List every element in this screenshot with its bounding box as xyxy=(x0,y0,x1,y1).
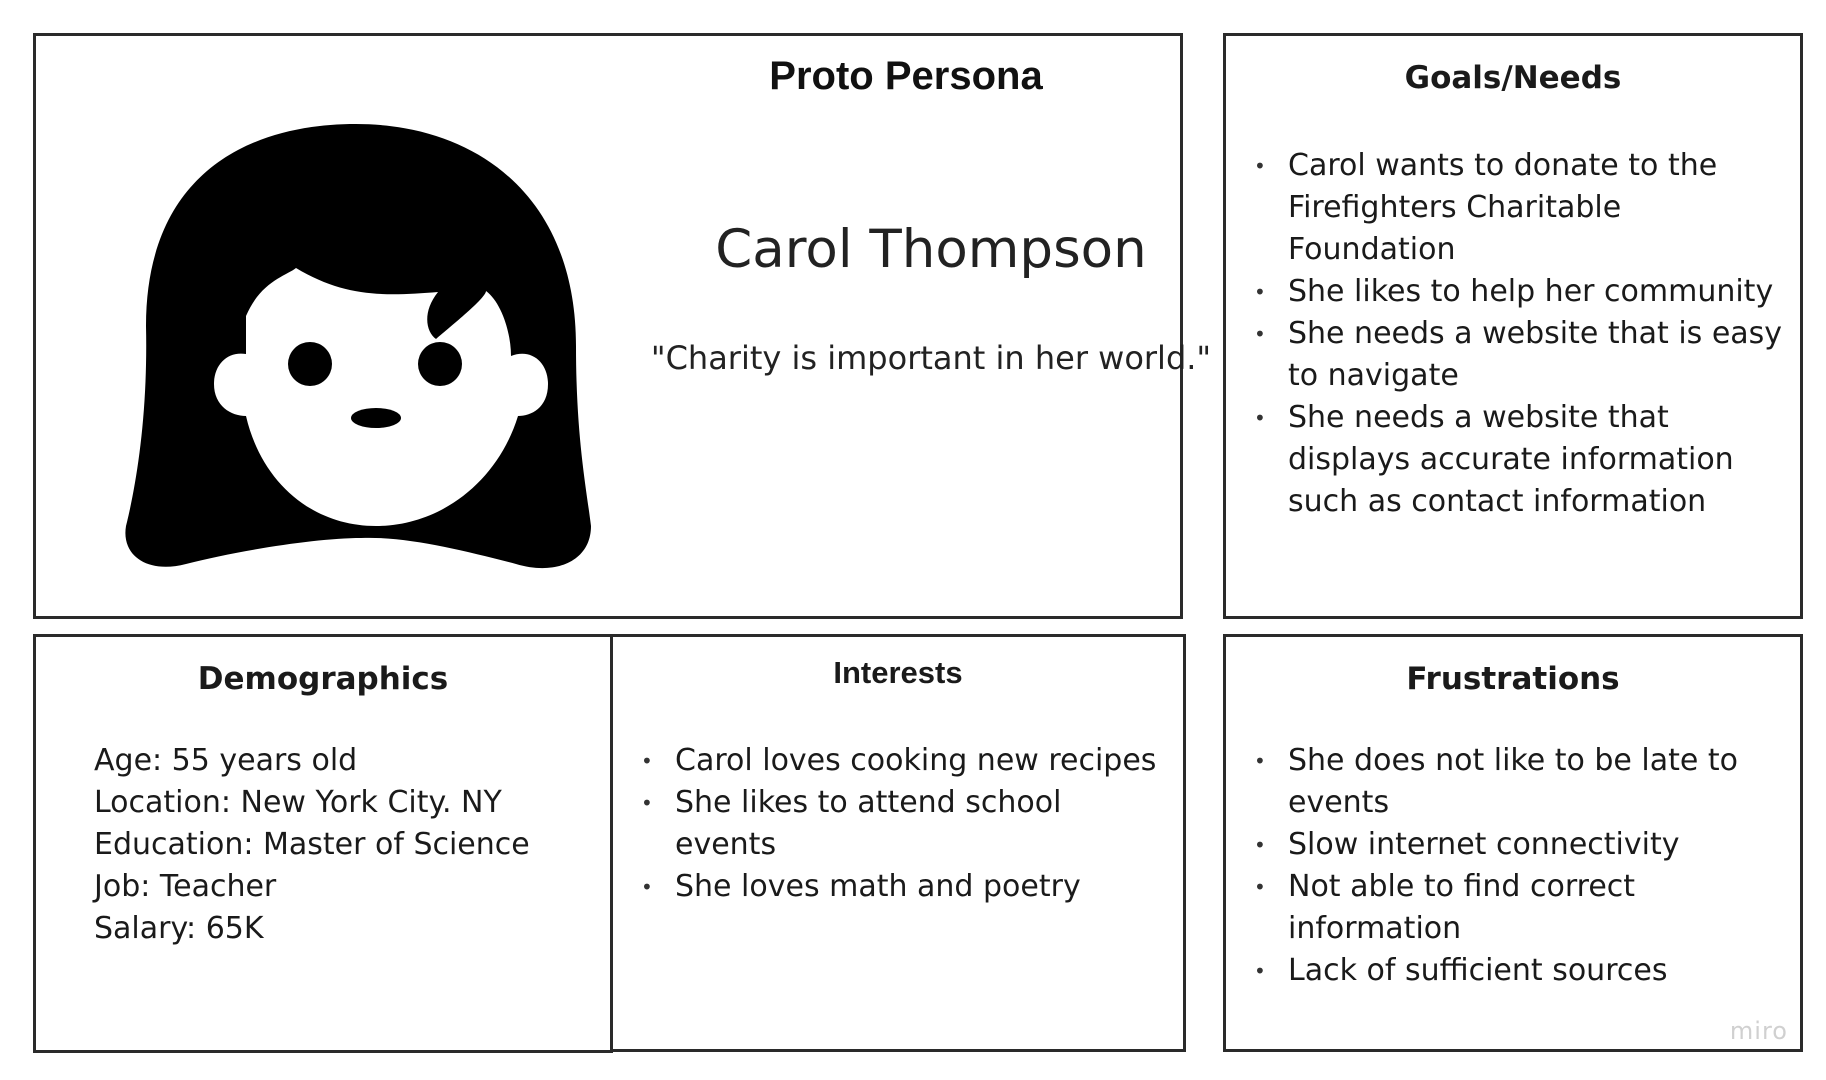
list-item: • Carol loves cooking new recipes xyxy=(641,740,1171,782)
goals-needs-heading: Goals/Needs xyxy=(1404,60,1622,96)
list-item: • She does not like to be late to events xyxy=(1254,740,1799,824)
miro-watermark: miro xyxy=(1729,1017,1788,1045)
demographic-age: Age: 55 years old xyxy=(94,743,358,778)
frustrations-heading: Frustrations xyxy=(1406,661,1620,697)
demographics-heading: Demographics xyxy=(197,661,449,697)
demographic-location: Location: New York City. NY xyxy=(94,785,502,820)
interests-list xyxy=(641,740,1171,908)
frustrations-card xyxy=(1223,634,1803,1052)
demographics-list xyxy=(94,740,530,950)
persona-quote: "Charity is important in her world." xyxy=(650,339,1212,377)
demographic-salary: Salary: 65K xyxy=(94,911,264,946)
list-item: • Carol wants to donate to the Firefighters Charitable Foundation xyxy=(1254,145,1794,271)
page-title: Proto Persona xyxy=(769,54,1043,98)
list-item: • She needs a website that displays accurate information such as contact information xyxy=(1254,397,1794,523)
goals-needs-card xyxy=(1223,33,1803,619)
demographic-job: Job: Teacher xyxy=(94,869,277,904)
list-item: • She needs a website that is easy to navigate xyxy=(1254,313,1794,397)
list-item: • Lack of sufficient sources xyxy=(1254,950,1799,992)
list-item: • She likes to attend school events xyxy=(641,782,1171,866)
list-item: • Not able to find correct information xyxy=(1254,866,1799,950)
persona-card xyxy=(33,33,1212,619)
list-item: • She likes to help her community xyxy=(1254,271,1794,313)
list-item: • Slow internet connectivity xyxy=(1254,824,1799,866)
interests-heading: Interests xyxy=(833,655,963,690)
demographic-education: Education: Master of Science xyxy=(94,827,530,862)
woman-avatar-icon xyxy=(86,86,596,586)
demographics-card xyxy=(33,634,613,1053)
persona-name: Carol Thompson xyxy=(715,219,1147,280)
list-item: • She loves math and poetry xyxy=(641,866,1171,908)
goals-list xyxy=(1254,145,1794,523)
interests-card xyxy=(610,634,1186,1052)
frustrations-list xyxy=(1254,740,1799,992)
